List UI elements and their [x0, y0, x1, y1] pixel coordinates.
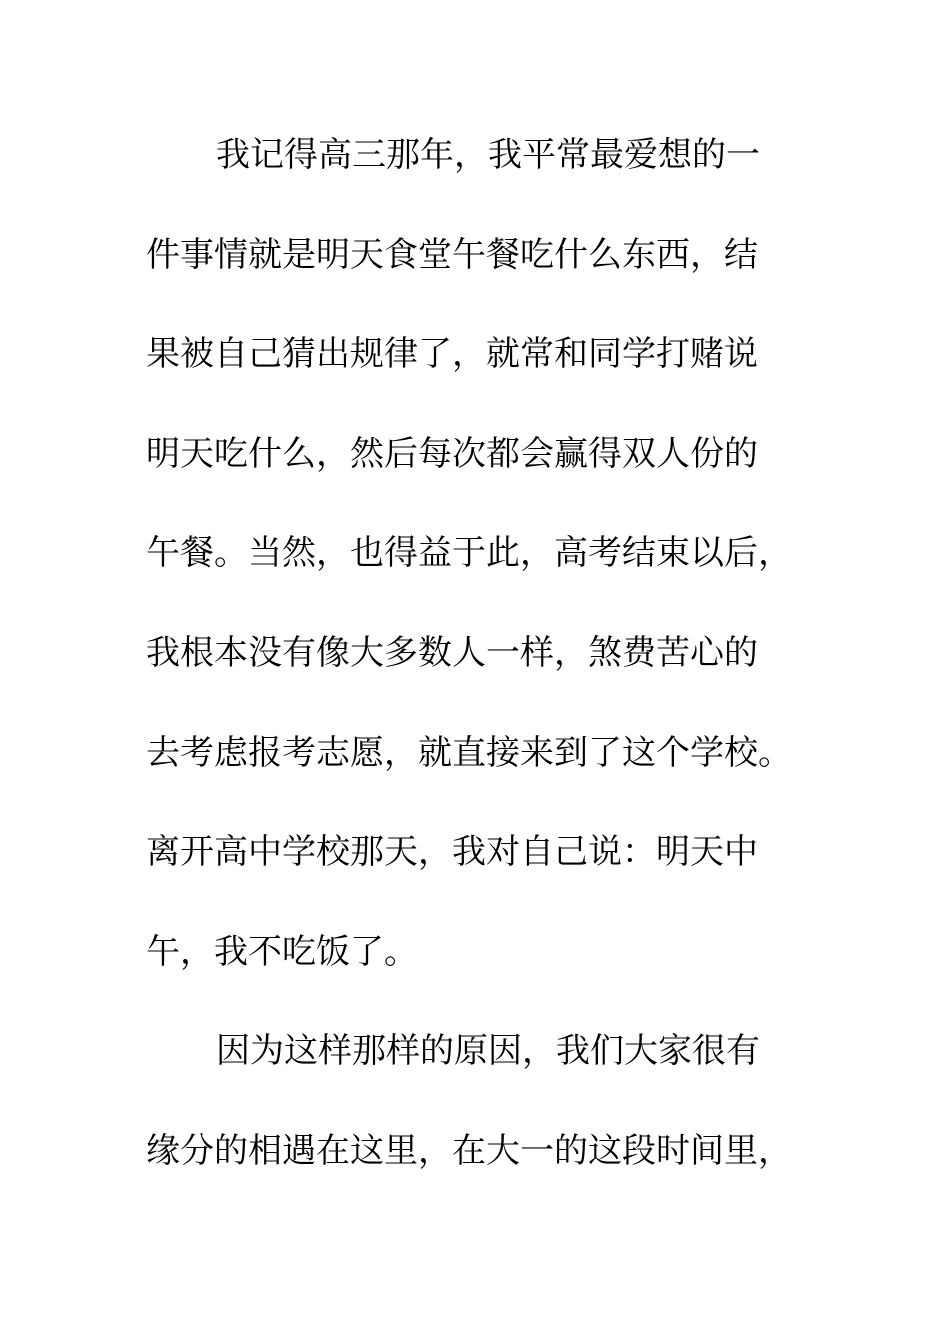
paragraph-1-line-5: 午餐。当然，也得益于此，高考结束以后，: [146, 533, 792, 574]
paragraph-1-line-4: 明天吃什么，然后每次都会赢得双人份的: [146, 433, 758, 474]
paragraph-1-line-7: 去考虑报考志愿，就直接来到了这个学校。: [146, 732, 792, 773]
paragraph-1-line-2: 件事情就是明天食堂午餐吃什么东西，结: [146, 234, 758, 275]
paragraph-1-line-9: 午，我不吃饭了。: [146, 931, 418, 972]
paragraph-1-line-1: 我记得高三那年，我平常最爱想的一: [216, 135, 760, 175]
paragraph-1-line-3: 果被自己猜出规律了，就常和同学打赌说: [146, 334, 758, 375]
paragraph-2-line-2: 缘分的相遇在这里，在大一的这段时间里，: [146, 1130, 792, 1171]
body-text: [146, 125, 806, 1221]
paragraph-1-line-8: 离开高中学校那天，我对自己说：明天中: [146, 832, 758, 873]
paragraph-2-line-1: 因为这样那样的原因，我们大家很有: [216, 1031, 760, 1072]
paragraph-1-line-6: 我根本没有像大多数人一样，煞费苦心的: [146, 632, 758, 673]
